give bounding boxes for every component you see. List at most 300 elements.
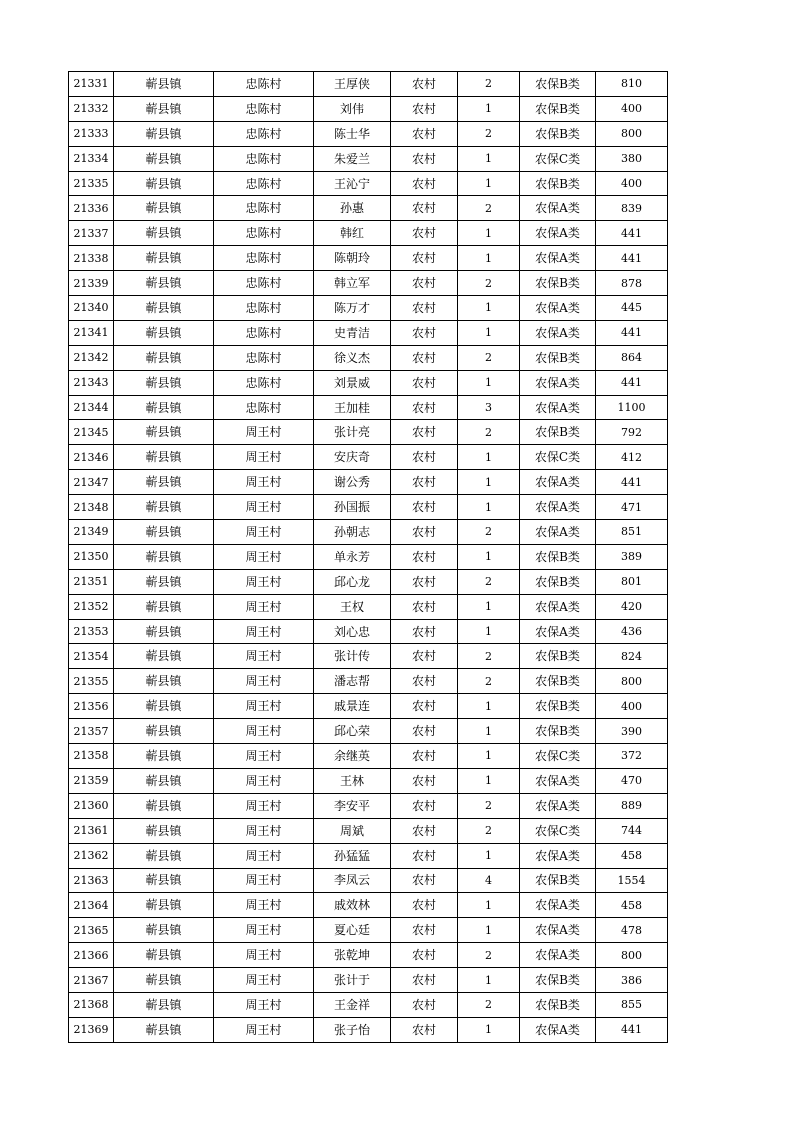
- insurance-category-cell: 农保A类: [520, 520, 596, 545]
- village-cell: 周王村: [214, 470, 314, 495]
- name-cell: 王金祥: [314, 992, 391, 1017]
- name-cell: 余继英: [314, 744, 391, 769]
- name-cell: 陈万才: [314, 296, 391, 321]
- town-cell: 蕲县镇: [114, 818, 214, 843]
- row-number-cell: 21338: [69, 246, 114, 271]
- insurance-category-cell: 农保A类: [520, 370, 596, 395]
- insurance-category-cell: 农保B类: [520, 171, 596, 196]
- amount-cell: 458: [596, 843, 668, 868]
- amount-cell: 441: [596, 470, 668, 495]
- area-type-cell: 农村: [391, 470, 458, 495]
- table-row: [69, 495, 668, 520]
- insurance-category-cell: 农保B类: [520, 694, 596, 719]
- insurance-category-cell: 农保A类: [520, 296, 596, 321]
- town-cell: 蕲县镇: [114, 719, 214, 744]
- row-number-cell: 21350: [69, 544, 114, 569]
- insurance-category-cell: 农保C类: [520, 146, 596, 171]
- area-type-cell: 农村: [391, 221, 458, 246]
- name-cell: 王加桂: [314, 395, 391, 420]
- village-cell: 忠陈村: [214, 395, 314, 420]
- area-type-cell: 农村: [391, 1017, 458, 1042]
- household-count-cell: 1: [458, 320, 520, 345]
- town-cell: 蕲县镇: [114, 918, 214, 943]
- row-number-cell: 21337: [69, 221, 114, 246]
- household-count-cell: 2: [458, 271, 520, 296]
- name-cell: 徐义杰: [314, 345, 391, 370]
- village-cell: 周王村: [214, 520, 314, 545]
- village-cell: 周王村: [214, 768, 314, 793]
- town-cell: 蕲县镇: [114, 221, 214, 246]
- table-row: [69, 594, 668, 619]
- insurance-category-cell: 农保B类: [520, 96, 596, 121]
- insurance-category-cell: 农保A类: [520, 594, 596, 619]
- village-cell: 周王村: [214, 992, 314, 1017]
- name-cell: 刘景威: [314, 370, 391, 395]
- amount-cell: 839: [596, 196, 668, 221]
- town-cell: 蕲县镇: [114, 345, 214, 370]
- amount-cell: 441: [596, 221, 668, 246]
- town-cell: 蕲县镇: [114, 171, 214, 196]
- area-type-cell: 农村: [391, 320, 458, 345]
- household-count-cell: 2: [458, 943, 520, 968]
- village-cell: 忠陈村: [214, 72, 314, 97]
- name-cell: 单永芳: [314, 544, 391, 569]
- household-count-cell: 3: [458, 395, 520, 420]
- insurance-category-cell: 农保A类: [520, 918, 596, 943]
- insurance-category-cell: 农保B类: [520, 345, 596, 370]
- area-type-cell: 农村: [391, 793, 458, 818]
- amount-cell: 390: [596, 719, 668, 744]
- area-type-cell: 农村: [391, 943, 458, 968]
- village-cell: 忠陈村: [214, 370, 314, 395]
- village-cell: 周王村: [214, 644, 314, 669]
- amount-cell: 445: [596, 296, 668, 321]
- town-cell: 蕲县镇: [114, 445, 214, 470]
- village-cell: 周王村: [214, 868, 314, 893]
- village-cell: 周王村: [214, 719, 314, 744]
- row-number-cell: 21361: [69, 818, 114, 843]
- village-cell: 周王村: [214, 619, 314, 644]
- amount-cell: 478: [596, 918, 668, 943]
- amount-cell: 889: [596, 793, 668, 818]
- household-count-cell: 2: [458, 569, 520, 594]
- town-cell: 蕲县镇: [114, 420, 214, 445]
- town-cell: 蕲县镇: [114, 246, 214, 271]
- row-number-cell: 21334: [69, 146, 114, 171]
- town-cell: 蕲县镇: [114, 121, 214, 146]
- amount-cell: 400: [596, 96, 668, 121]
- area-type-cell: 农村: [391, 72, 458, 97]
- area-type-cell: 农村: [391, 843, 458, 868]
- amount-cell: 420: [596, 594, 668, 619]
- amount-cell: 1554: [596, 868, 668, 893]
- town-cell: 蕲县镇: [114, 1017, 214, 1042]
- amount-cell: 441: [596, 1017, 668, 1042]
- table-row: [69, 72, 668, 97]
- town-cell: 蕲县镇: [114, 495, 214, 520]
- area-type-cell: 农村: [391, 445, 458, 470]
- household-count-cell: 1: [458, 370, 520, 395]
- row-number-cell: 21353: [69, 619, 114, 644]
- area-type-cell: 农村: [391, 818, 458, 843]
- name-cell: 陈士华: [314, 121, 391, 146]
- household-count-cell: 1: [458, 544, 520, 569]
- name-cell: 王权: [314, 594, 391, 619]
- row-number-cell: 21356: [69, 694, 114, 719]
- town-cell: 蕲县镇: [114, 470, 214, 495]
- amount-cell: 1100: [596, 395, 668, 420]
- table-row: [69, 121, 668, 146]
- town-cell: 蕲县镇: [114, 768, 214, 793]
- town-cell: 蕲县镇: [114, 72, 214, 97]
- amount-cell: 386: [596, 968, 668, 993]
- household-count-cell: 1: [458, 146, 520, 171]
- name-cell: 陈朝玲: [314, 246, 391, 271]
- name-cell: 王厚侠: [314, 72, 391, 97]
- village-cell: 周王村: [214, 744, 314, 769]
- area-type-cell: 农村: [391, 719, 458, 744]
- amount-cell: 810: [596, 72, 668, 97]
- area-type-cell: 农村: [391, 121, 458, 146]
- household-count-cell: 1: [458, 221, 520, 246]
- row-number-cell: 21333: [69, 121, 114, 146]
- area-type-cell: 农村: [391, 619, 458, 644]
- insurance-category-cell: 农保A类: [520, 395, 596, 420]
- village-cell: 周王村: [214, 669, 314, 694]
- table-row: [69, 843, 668, 868]
- table-row: [69, 320, 668, 345]
- town-cell: 蕲县镇: [114, 943, 214, 968]
- table-row: [69, 893, 668, 918]
- amount-cell: 864: [596, 345, 668, 370]
- village-cell: 周王村: [214, 843, 314, 868]
- amount-cell: 400: [596, 171, 668, 196]
- town-cell: 蕲县镇: [114, 744, 214, 769]
- row-number-cell: 21332: [69, 96, 114, 121]
- row-number-cell: 21335: [69, 171, 114, 196]
- row-number-cell: 21367: [69, 968, 114, 993]
- household-count-cell: 2: [458, 793, 520, 818]
- row-number-cell: 21347: [69, 470, 114, 495]
- village-cell: 忠陈村: [214, 171, 314, 196]
- area-type-cell: 农村: [391, 146, 458, 171]
- amount-cell: 800: [596, 669, 668, 694]
- town-cell: 蕲县镇: [114, 992, 214, 1017]
- name-cell: 周斌: [314, 818, 391, 843]
- table-row: [69, 345, 668, 370]
- insurance-category-cell: 农保B类: [520, 121, 596, 146]
- amount-cell: 380: [596, 146, 668, 171]
- amount-cell: 855: [596, 992, 668, 1017]
- row-number-cell: 21365: [69, 918, 114, 943]
- village-cell: 周王村: [214, 893, 314, 918]
- row-number-cell: 21348: [69, 495, 114, 520]
- insurance-category-cell: 农保C类: [520, 445, 596, 470]
- village-cell: 周王村: [214, 793, 314, 818]
- insurance-category-cell: 农保A类: [520, 196, 596, 221]
- amount-cell: 851: [596, 520, 668, 545]
- table-row: [69, 569, 668, 594]
- insurance-category-cell: 农保C类: [520, 744, 596, 769]
- row-number-cell: 21352: [69, 594, 114, 619]
- name-cell: 戚效林: [314, 893, 391, 918]
- table-row: [69, 694, 668, 719]
- village-cell: 周王村: [214, 918, 314, 943]
- name-cell: 孙朝志: [314, 520, 391, 545]
- row-number-cell: 21355: [69, 669, 114, 694]
- town-cell: 蕲县镇: [114, 196, 214, 221]
- amount-cell: 744: [596, 818, 668, 843]
- amount-cell: 400: [596, 694, 668, 719]
- name-cell: 史青洁: [314, 320, 391, 345]
- area-type-cell: 农村: [391, 96, 458, 121]
- table-row: [69, 818, 668, 843]
- table-row: [69, 520, 668, 545]
- table-row: [69, 719, 668, 744]
- insurance-category-cell: 农保B类: [520, 72, 596, 97]
- area-type-cell: 农村: [391, 669, 458, 694]
- row-number-cell: 21357: [69, 719, 114, 744]
- row-number-cell: 21364: [69, 893, 114, 918]
- area-type-cell: 农村: [391, 395, 458, 420]
- row-number-cell: 21346: [69, 445, 114, 470]
- town-cell: 蕲县镇: [114, 968, 214, 993]
- table-body: [69, 72, 668, 1043]
- town-cell: 蕲县镇: [114, 544, 214, 569]
- insurance-category-cell: 农保A类: [520, 221, 596, 246]
- village-cell: 周王村: [214, 818, 314, 843]
- town-cell: 蕲县镇: [114, 669, 214, 694]
- row-number-cell: 21340: [69, 296, 114, 321]
- household-count-cell: 2: [458, 520, 520, 545]
- name-cell: 安庆奇: [314, 445, 391, 470]
- name-cell: 邱心龙: [314, 569, 391, 594]
- insurance-category-cell: 农保B类: [520, 544, 596, 569]
- village-cell: 忠陈村: [214, 246, 314, 271]
- name-cell: 夏心廷: [314, 918, 391, 943]
- table-row: [69, 296, 668, 321]
- row-number-cell: 21349: [69, 520, 114, 545]
- insurance-category-cell: 农保C类: [520, 818, 596, 843]
- amount-cell: 801: [596, 569, 668, 594]
- town-cell: 蕲县镇: [114, 569, 214, 594]
- row-number-cell: 21363: [69, 868, 114, 893]
- town-cell: 蕲县镇: [114, 594, 214, 619]
- town-cell: 蕲县镇: [114, 893, 214, 918]
- name-cell: 孙国振: [314, 495, 391, 520]
- amount-cell: 470: [596, 768, 668, 793]
- town-cell: 蕲县镇: [114, 370, 214, 395]
- table-row: [69, 96, 668, 121]
- village-cell: 周王村: [214, 594, 314, 619]
- name-cell: 韩红: [314, 221, 391, 246]
- village-cell: 周王村: [214, 495, 314, 520]
- household-count-cell: 4: [458, 868, 520, 893]
- area-type-cell: 农村: [391, 196, 458, 221]
- table-row: [69, 619, 668, 644]
- town-cell: 蕲县镇: [114, 296, 214, 321]
- amount-cell: 800: [596, 943, 668, 968]
- village-cell: 忠陈村: [214, 196, 314, 221]
- insurance-category-cell: 农保A类: [520, 768, 596, 793]
- household-count-cell: 1: [458, 619, 520, 644]
- area-type-cell: 农村: [391, 644, 458, 669]
- table-row: [69, 1017, 668, 1042]
- insurance-category-cell: 农保B类: [520, 644, 596, 669]
- insurance-category-cell: 农保B类: [520, 719, 596, 744]
- household-count-cell: 1: [458, 495, 520, 520]
- village-cell: 周王村: [214, 544, 314, 569]
- amount-cell: 441: [596, 320, 668, 345]
- table-row: [69, 992, 668, 1017]
- village-cell: 周王村: [214, 694, 314, 719]
- insurance-category-cell: 农保A类: [520, 619, 596, 644]
- village-cell: 忠陈村: [214, 320, 314, 345]
- household-count-cell: 1: [458, 918, 520, 943]
- name-cell: 张计传: [314, 644, 391, 669]
- name-cell: 张计于: [314, 968, 391, 993]
- row-number-cell: 21368: [69, 992, 114, 1017]
- amount-cell: 441: [596, 246, 668, 271]
- household-count-cell: 2: [458, 196, 520, 221]
- insurance-category-cell: 农保A类: [520, 470, 596, 495]
- household-count-cell: 1: [458, 1017, 520, 1042]
- table-row: [69, 744, 668, 769]
- town-cell: 蕲县镇: [114, 520, 214, 545]
- village-cell: 周王村: [214, 569, 314, 594]
- insurance-category-cell: 农保A类: [520, 495, 596, 520]
- table-row: [69, 221, 668, 246]
- area-type-cell: 农村: [391, 992, 458, 1017]
- household-count-cell: 1: [458, 694, 520, 719]
- row-number-cell: 21341: [69, 320, 114, 345]
- area-type-cell: 农村: [391, 569, 458, 594]
- area-type-cell: 农村: [391, 345, 458, 370]
- insurance-category-cell: 农保B类: [520, 271, 596, 296]
- row-number-cell: 21366: [69, 943, 114, 968]
- table-row: [69, 968, 668, 993]
- row-number-cell: 21342: [69, 345, 114, 370]
- insurance-category-cell: 农保B类: [520, 669, 596, 694]
- row-number-cell: 21336: [69, 196, 114, 221]
- table-row: [69, 246, 668, 271]
- household-count-cell: 1: [458, 296, 520, 321]
- name-cell: 孙惠: [314, 196, 391, 221]
- household-count-cell: 1: [458, 768, 520, 793]
- row-number-cell: 21359: [69, 768, 114, 793]
- amount-cell: 389: [596, 544, 668, 569]
- area-type-cell: 农村: [391, 296, 458, 321]
- area-type-cell: 农村: [391, 968, 458, 993]
- household-count-cell: 2: [458, 420, 520, 445]
- area-type-cell: 农村: [391, 918, 458, 943]
- village-cell: 忠陈村: [214, 296, 314, 321]
- insurance-category-cell: 农保B类: [520, 868, 596, 893]
- town-cell: 蕲县镇: [114, 694, 214, 719]
- insurance-category-cell: 农保A类: [520, 793, 596, 818]
- amount-cell: 458: [596, 893, 668, 918]
- town-cell: 蕲县镇: [114, 843, 214, 868]
- household-count-cell: 2: [458, 644, 520, 669]
- insurance-category-cell: 农保A类: [520, 893, 596, 918]
- amount-cell: 412: [596, 445, 668, 470]
- town-cell: 蕲县镇: [114, 644, 214, 669]
- household-count-cell: 1: [458, 96, 520, 121]
- name-cell: 戚景连: [314, 694, 391, 719]
- name-cell: 王林: [314, 768, 391, 793]
- town-cell: 蕲县镇: [114, 320, 214, 345]
- table-row: [69, 445, 668, 470]
- name-cell: 刘心忠: [314, 619, 391, 644]
- village-cell: 周王村: [214, 1017, 314, 1042]
- area-type-cell: 农村: [391, 744, 458, 769]
- insurance-category-cell: 农保B类: [520, 569, 596, 594]
- table-row: [69, 669, 668, 694]
- insurance-category-cell: 农保A类: [520, 843, 596, 868]
- household-count-cell: 2: [458, 992, 520, 1017]
- amount-cell: 436: [596, 619, 668, 644]
- amount-cell: 441: [596, 370, 668, 395]
- village-cell: 忠陈村: [214, 271, 314, 296]
- row-number-cell: 21345: [69, 420, 114, 445]
- data-table: [68, 71, 668, 1043]
- row-number-cell: 21331: [69, 72, 114, 97]
- row-number-cell: 21354: [69, 644, 114, 669]
- household-count-cell: 2: [458, 121, 520, 146]
- row-number-cell: 21351: [69, 569, 114, 594]
- table-row: [69, 395, 668, 420]
- village-cell: 周王村: [214, 420, 314, 445]
- household-count-cell: 1: [458, 171, 520, 196]
- amount-cell: 471: [596, 495, 668, 520]
- area-type-cell: 农村: [391, 544, 458, 569]
- insurance-category-cell: 农保A类: [520, 943, 596, 968]
- town-cell: 蕲县镇: [114, 868, 214, 893]
- table-row: [69, 943, 668, 968]
- row-number-cell: 21358: [69, 744, 114, 769]
- table-row: [69, 171, 668, 196]
- row-number-cell: 21343: [69, 370, 114, 395]
- household-count-cell: 2: [458, 669, 520, 694]
- amount-cell: 792: [596, 420, 668, 445]
- row-number-cell: 21362: [69, 843, 114, 868]
- table-row: [69, 644, 668, 669]
- household-count-cell: 1: [458, 843, 520, 868]
- name-cell: 朱爱兰: [314, 146, 391, 171]
- table-row: [69, 544, 668, 569]
- insurance-category-cell: 农保A类: [520, 1017, 596, 1042]
- table-row: [69, 918, 668, 943]
- table-row: [69, 420, 668, 445]
- area-type-cell: 农村: [391, 271, 458, 296]
- town-cell: 蕲县镇: [114, 395, 214, 420]
- household-count-cell: 1: [458, 445, 520, 470]
- household-count-cell: 1: [458, 968, 520, 993]
- row-number-cell: 21369: [69, 1017, 114, 1042]
- insurance-category-cell: 农保A类: [520, 246, 596, 271]
- table-row: [69, 868, 668, 893]
- village-cell: 周王村: [214, 445, 314, 470]
- area-type-cell: 农村: [391, 246, 458, 271]
- village-cell: 忠陈村: [214, 221, 314, 246]
- table-row: [69, 793, 668, 818]
- table-row: [69, 370, 668, 395]
- area-type-cell: 农村: [391, 768, 458, 793]
- area-type-cell: 农村: [391, 495, 458, 520]
- amount-cell: 824: [596, 644, 668, 669]
- amount-cell: 878: [596, 271, 668, 296]
- name-cell: 张计亮: [314, 420, 391, 445]
